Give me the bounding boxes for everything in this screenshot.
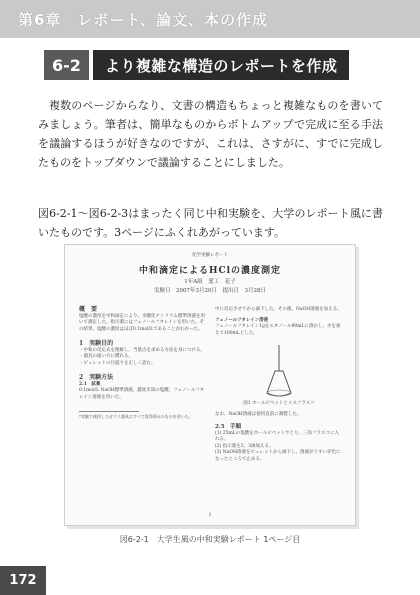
phenol-text: フェノールフタレイン1gをエタノール90mLに溶かし、水を加えて100mLとした。: [215, 324, 341, 336]
doc-right-column: [215, 307, 343, 463]
summary-text: 塩酸の濃度を中和滴定により、水酸化ナトリウム標準溶液を用いて測定した。指示薬にはフェノールフタレインを用いた。その結果、塩酸の濃度はほぼ0.1mol/Lであることがわかった。: [79, 313, 205, 332]
section25-heading: 2.5 手順: [215, 424, 242, 430]
section2-heading: 2 実験方法: [79, 374, 114, 381]
page-number: 172: [0, 566, 46, 595]
section-heading: [44, 50, 349, 80]
section25-item: (3) NaOH溶液をビュレットから滴下し、溶液がうすい赤色になったところで止める。: [215, 450, 341, 462]
footnote: *実験で使用したガラス器具はすべて洗浄済みのものを用いた。: [79, 414, 193, 419]
footnote-rule: [79, 411, 139, 412]
phenol-heading: フェノールフタレイン溶液: [215, 317, 269, 323]
section-title: より複雑な構造のレポートを作成: [93, 50, 350, 80]
summary-heading: 概 要: [79, 306, 98, 313]
section21-text: 0.1mol/L NaOH標準溶液、濃度未知の塩酸、フェノールフタレイン溶液を用いた。: [79, 388, 205, 400]
date-line: 実験日 2007年3月20日 提出日 3月28日: [154, 288, 266, 294]
author-line: 1年A組 愛工 花子: [184, 279, 236, 285]
doc-left-column: [79, 307, 207, 421]
doc-page-number: 1: [208, 513, 212, 518]
section1-item: ・中和の反応式を理解し、当量点を求める方法を身につける。: [79, 347, 205, 353]
body-paragraph-2: 図6-2-1～図6-2-3はまったく同じ中和実験を、大学のレポート風に書いたものです。3ページにふくれあがっています。: [38, 207, 383, 239]
section-number: 6-2: [44, 50, 89, 80]
chapter-header: [0, 0, 420, 38]
section1-heading: 1 実験目的: [79, 340, 114, 347]
figure-subcaption: 図1 ホールピペットとメスフラスコ: [243, 401, 315, 406]
chapter-title: 第6章 レポート、論文、本の作成: [18, 10, 269, 29]
right-top-text: 中に反応させてから滴下した。その後、NaOH溶液を加える。: [215, 307, 342, 312]
right-mid-text: なお、NaOH溶液は使用直前に調製した。: [215, 411, 302, 417]
report-figure: [64, 244, 356, 526]
section1-item: ・器具の扱い方に慣れる。: [79, 354, 133, 359]
flask-illustration: [215, 341, 343, 401]
doc-title: 中和滴定によるHClの濃度測定: [138, 266, 282, 276]
body-paragraph-1: 複数のページからなり、文書の構造もちょっと複雑なものを書いてみましょう。筆者は、簡単なものからボトムアップで完成に至る手法を議論するほうが好きなのですが、これは、さすがに、すでに完成したものをトップダウンで議論することにしました。: [38, 99, 383, 169]
figure-caption: 図6-2-1 大学生風の中和実験レポート 1ページ目: [119, 535, 301, 544]
section25-item: (1) 25mLの塩酸をホールピペットでとり、三角フラスコに入れる。: [215, 430, 339, 442]
section25-item: (2) 指示薬を2、3滴加える。: [215, 443, 274, 449]
doc-kicker: 化学実験レポート: [192, 253, 228, 258]
section21-heading: 2.1 試薬: [79, 381, 101, 387]
section1-item: ・ビュレットの目盛りを正しく読む。: [79, 360, 156, 366]
